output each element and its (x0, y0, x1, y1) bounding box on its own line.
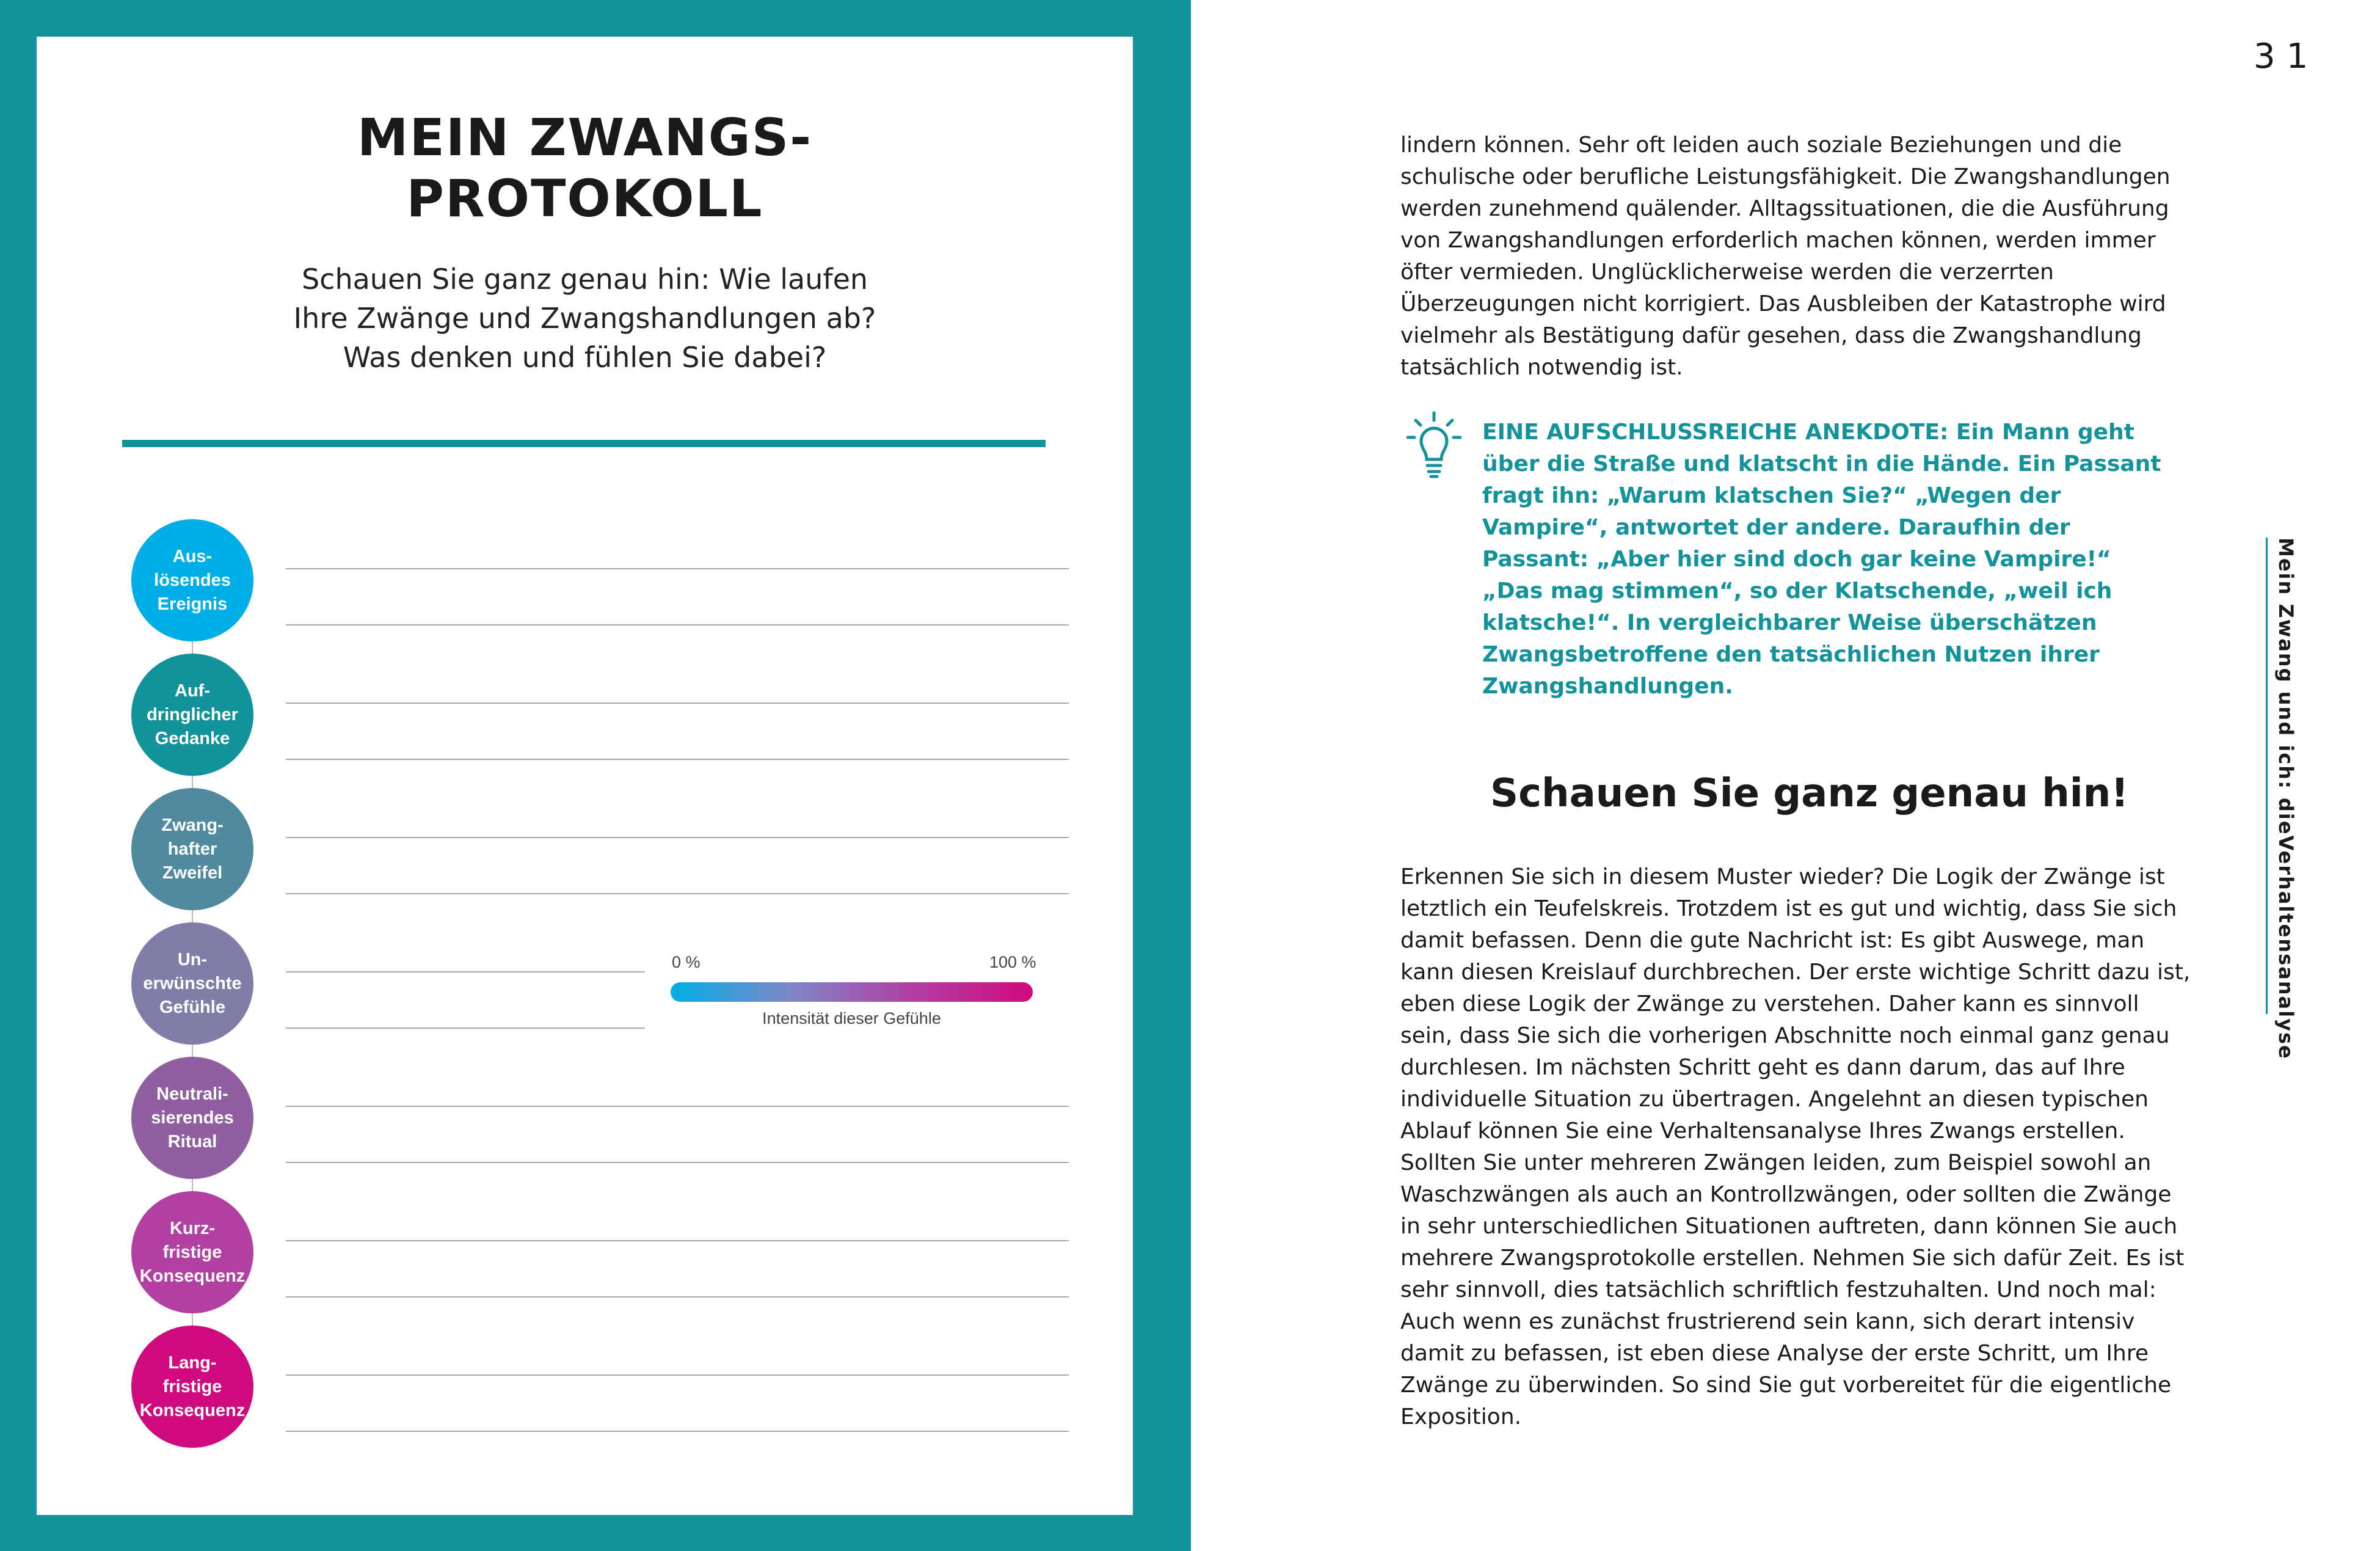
intensity-caption: Intensität dieser Gefühle (762, 1009, 941, 1027)
worksheet-title-line1: MEIN ZWANGS- (357, 108, 813, 167)
step-label: Aus- lösendes Ereignis (154, 546, 231, 614)
writing-line[interactable] (286, 1027, 645, 1029)
writing-line[interactable] (286, 1106, 1069, 1107)
writing-line[interactable] (286, 837, 1069, 838)
chapter-side-tab (2266, 538, 2302, 1060)
step-label: Lang- fristige Konsequenz (139, 1352, 246, 1420)
worksheet-title-line2: PROTOKOLL (406, 169, 763, 228)
writing-line[interactable] (286, 568, 1069, 569)
writing-line[interactable] (286, 971, 645, 973)
writing-line[interactable] (286, 1296, 1069, 1297)
writing-line[interactable] (286, 1240, 1069, 1241)
step-circle-doubt (131, 788, 253, 910)
step-circle-trigger (131, 519, 253, 641)
step-circle-thought (131, 654, 253, 776)
writing-line[interactable] (286, 1162, 1069, 1163)
intensity-gradient-bar[interactable] (671, 982, 1033, 1002)
step-label: Un- erwünschte Gefühle (143, 949, 242, 1017)
writing-line[interactable] (286, 893, 1069, 894)
worksheet-subtitle-line3: Was denken und fühlen Sie dabei? (343, 341, 827, 374)
body-paragraph-1: lindern können. Sehr oft leiden auch soziale Beziehungen und die schulische oder berufliche Leistungsfähigkeit. Die Zwangshandlungen werden zunehmend quälender. Alltagssituationen, die die Ausführung von Zwangshandlungen erforderlich machen können, werden immer öfter vermieden. Unglücklicherweise werden die verzerrten Überzeugungen nicht korrigiert. Das Ausbleiben der Katastrophe wird vielmehr als Bestätigung dafür gesehen, dass die Zwangshandlung tatsächlich notwendig ist. (1400, 133, 2171, 380)
worksheet-card (37, 37, 1133, 1515)
worksheet-subtitle-line2: Ihre Zwänge und Zwangshandlungen ab? (293, 302, 876, 335)
section-heading: Schauen Sie ganz genau hin! (1490, 771, 2129, 816)
step-connector (192, 1179, 193, 1191)
lightbulb-icon (1407, 411, 1461, 479)
side-tab-label: Mein Zwang und ich: dieVerhaltensanalyse (2274, 538, 2298, 1060)
step-circle-short-term (131, 1191, 253, 1313)
step-circle-long-term (131, 1326, 253, 1448)
page-number: 31 (2254, 37, 2320, 76)
step-circle-ritual (131, 1057, 253, 1179)
writing-line[interactable] (286, 1374, 1069, 1376)
body-paragraph-2: Erkennen Sie sich in diesem Muster wieder? Die Logik der Zwänge ist letztlich ein Teufelskreis. Trotzdem ist es gut und wichtig, dass Sie sich damit befassen. Denn die gute Nachricht ist: Es gibt Auswege, man kann diesen Kreislauf durchbrechen. Der erste wichtige Schritt dazu ist, eben diese Logik der Zwänge zu verstehen. Daher kann es sinnvoll sein, dass Sie sich die vorherigen Abschnitte noch einmal ganz genau durchlesen. Im nächsten Schritt geht es dann darum, das auf Ihre individuelle Situation zu übertragen. Angelehnt an diesen typischen Ablauf können Sie eine Verhaltensanalyse Ihres Zwangs erstellen. Sollten Sie unter mehreren Zwängen leiden, zum Beispiel sowohl an Waschzwängen als auch an Kontrollzwängen, oder sollten die Zwänge in sehr unterschiedlichen Situationen auftreten, dann können Sie auch mehrere Zwangsprotokolle erstellen. Nehmen Sie sich dafür Zeit. Es ist sehr sinnvoll, dies tatsächlich schriftlich festzuhalten. Und noch mal: Auch wenn es zunächst frustrierend sein kann, sich derart intensiv damit zu befassen, ist eben diese Analyse der erste Schritt, um Ihre Zwänge zu überwinden. So sind Sie gut vorbereitet für die eigentliche Exposition. (1400, 864, 2191, 1429)
writing-line[interactable] (286, 1431, 1069, 1432)
writing-line[interactable] (286, 624, 1069, 626)
worksheet-subtitle-line1: Schauen Sie ganz genau hin: Wie laufen (301, 263, 868, 296)
step-connector (192, 910, 193, 922)
step-connector (192, 776, 193, 788)
step-connector (192, 1313, 193, 1326)
anecdote-box: EINE AUFSCHLUSSREICHE ANEKDOTE: Ein Mann geht über die Straße und klatscht in die Hände. Ein Passant fragt ihn: „Warum klatschen Sie?“ „Wegen der Vampire“, antwortet der andere. Daraufhin der Passant: „Aber hier sind doch gar keine Vampire!“ „Das mag stimmen“, so der Klatschende, „weil ich klatsche!“. In vergleichbarer Weise überschätzen Zwangsbetroffene den tatsächlichen Nutzen ihrer Zwangshandlungen. (1482, 420, 2161, 699)
step-label: Zwang- hafter Zweifel (161, 815, 224, 883)
step-circle-feelings (131, 922, 253, 1045)
worksheet-title (37, 107, 1133, 229)
worksheet-subtitle (159, 260, 1011, 377)
intensity-min-label: 0 % (672, 953, 701, 971)
writing-line[interactable] (286, 703, 1069, 704)
step-label: Neutrali- sierendes Ritual (151, 1084, 234, 1151)
intensity-max-label: 100 % (989, 953, 1036, 971)
step-label: Auf- dringlicher Gedanke (147, 681, 238, 748)
step-label: Kurz- fristige Konsequenz (139, 1218, 246, 1286)
step-connector (192, 1045, 193, 1057)
writing-line[interactable] (286, 759, 1069, 760)
worksheet-divider (122, 440, 1046, 447)
step-connector (192, 641, 193, 654)
